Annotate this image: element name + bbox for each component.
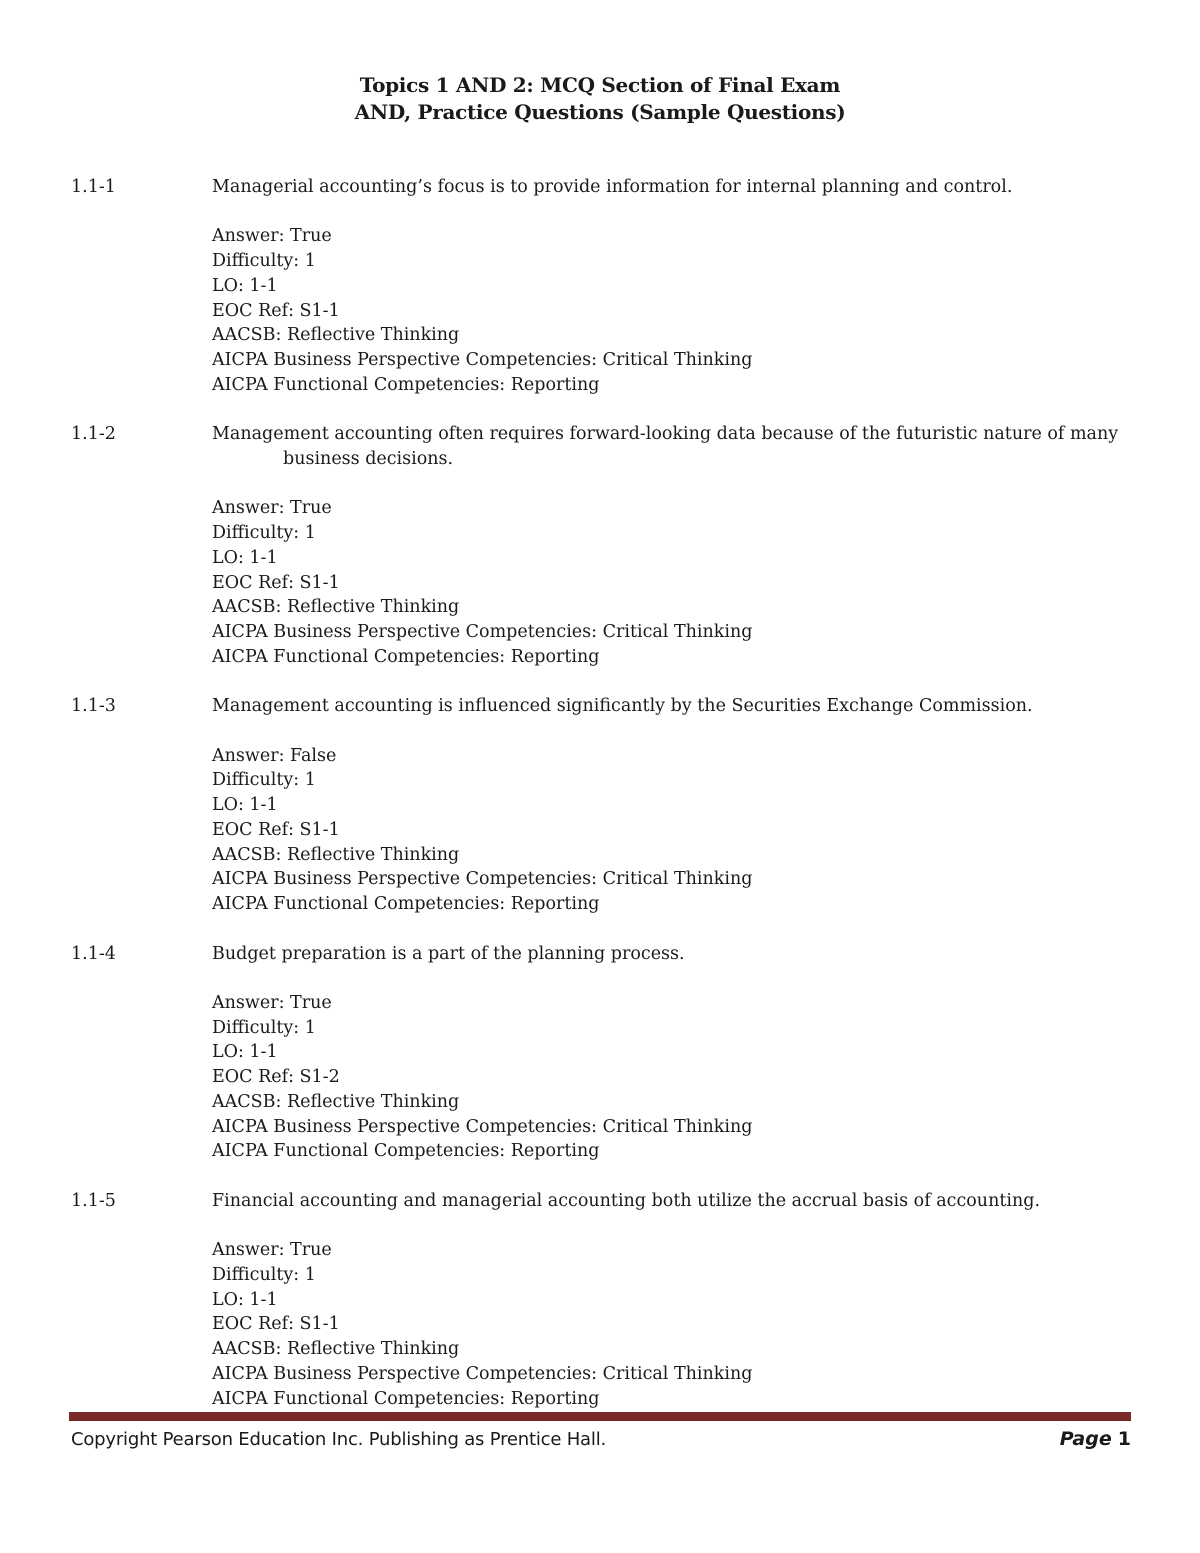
question-text: Managerial accounting’s focus is to provide information for internal planning and control. [212, 177, 1013, 197]
metadata-line: Answer: True [212, 226, 332, 247]
page-label: Page [1059, 1428, 1112, 1450]
metadata-line: Difficulty: 1 [212, 251, 316, 272]
metadata-line: EOC Ref: S1-1 [212, 1314, 340, 1335]
metadata-line: AACSB: Reflective Thinking [212, 1091, 460, 1112]
question-text: Financial accounting and managerial accounting both utilize the accrual basis of accounting. [212, 1190, 1041, 1211]
metadata-line: Difficulty: 1 [212, 523, 316, 544]
question-list [71, 175, 1131, 1436]
question-header [71, 175, 1131, 200]
metadata-line: LO: 1-1 [212, 1042, 278, 1063]
metadata-line: Difficulty: 1 [212, 1265, 316, 1286]
page-indicator [1060, 1428, 1131, 1450]
metadata-line: Difficulty: 1 [212, 770, 316, 791]
question-header [71, 1189, 1131, 1214]
metadata-line: AICPA Functional Competencies: Reporting [212, 646, 600, 667]
title-line-1: Topics 1 AND 2: MCQ Section of Final Exam [359, 73, 841, 97]
question-item [71, 175, 1131, 397]
metadata-line: AICPA Functional Competencies: Reporting [212, 374, 600, 395]
metadata-line: Answer: True [212, 498, 332, 519]
question-number: 1.1-3 [71, 696, 116, 717]
question-text: Budget preparation is a part of the planning process. [212, 943, 685, 964]
question-metadata [212, 991, 1131, 1164]
title-line-2: AND, Practice Questions (Sample Questions) [354, 100, 846, 124]
metadata-line: AICPA Business Perspective Competencies: Critical Thinking [212, 621, 753, 642]
metadata-line: Answer: True [212, 993, 332, 1014]
metadata-line: AICPA Functional Competencies: Reporting [212, 893, 600, 914]
metadata-line: AACSB: Reflective Thinking [212, 844, 460, 865]
document-title [0, 72, 1200, 126]
question-metadata [212, 496, 1131, 669]
metadata-line: AICPA Functional Competencies: Reporting [212, 1388, 600, 1409]
metadata-line: EOC Ref: S1-2 [212, 1067, 340, 1088]
question-number: 1.1-1 [71, 177, 116, 197]
metadata-line: LO: 1-1 [212, 1289, 278, 1310]
footer-rule [69, 1412, 1131, 1421]
metadata-line: Answer: True [212, 1240, 332, 1261]
question-item [71, 942, 1131, 1164]
metadata-line: EOC Ref: S1-1 [212, 572, 340, 593]
question-metadata [212, 744, 1131, 917]
metadata-line: AICPA Business Perspective Competencies: Critical Thinking [212, 1116, 753, 1137]
question-item [71, 1189, 1131, 1411]
question-header [71, 942, 1131, 967]
metadata-line: Answer: False [212, 745, 337, 766]
metadata-line: EOC Ref: S1-1 [212, 300, 340, 321]
question-text: Management accounting often requires forward-looking data because of the futuristic nature of many business decisions. [212, 424, 1119, 470]
metadata-line: AACSB: Reflective Thinking [212, 325, 460, 346]
question-number: 1.1-5 [71, 1190, 116, 1211]
question-item [71, 422, 1131, 669]
question-header [71, 694, 1131, 719]
page-footer [71, 1428, 1131, 1450]
question-item [71, 694, 1131, 916]
metadata-line: AICPA Business Perspective Competencies: Critical Thinking [212, 349, 753, 370]
metadata-line: AICPA Business Perspective Competencies: Critical Thinking [212, 1363, 753, 1384]
metadata-line: Difficulty: 1 [212, 1017, 316, 1038]
question-header [71, 422, 1131, 471]
copyright-text: Copyright Pearson Education Inc. Publishing as Prentice Hall. [71, 1429, 607, 1450]
metadata-line: LO: 1-1 [212, 547, 278, 568]
metadata-line: EOC Ref: S1-1 [212, 819, 340, 840]
metadata-line: AACSB: Reflective Thinking [212, 597, 460, 618]
question-number: 1.1-4 [71, 943, 116, 964]
question-text: Management accounting is influenced significantly by the Securities Exchange Commission. [212, 696, 1033, 717]
question-metadata [212, 1238, 1131, 1411]
metadata-line: LO: 1-1 [212, 275, 278, 296]
metadata-line: AICPA Business Perspective Competencies: Critical Thinking [212, 869, 753, 890]
question-metadata [212, 224, 1131, 397]
metadata-line: LO: 1-1 [212, 795, 278, 816]
question-number: 1.1-2 [71, 424, 116, 445]
metadata-line: AACSB: Reflective Thinking [212, 1339, 460, 1360]
metadata-line: AICPA Functional Competencies: Reporting [212, 1141, 600, 1162]
page-number: 1 [1117, 1428, 1131, 1450]
